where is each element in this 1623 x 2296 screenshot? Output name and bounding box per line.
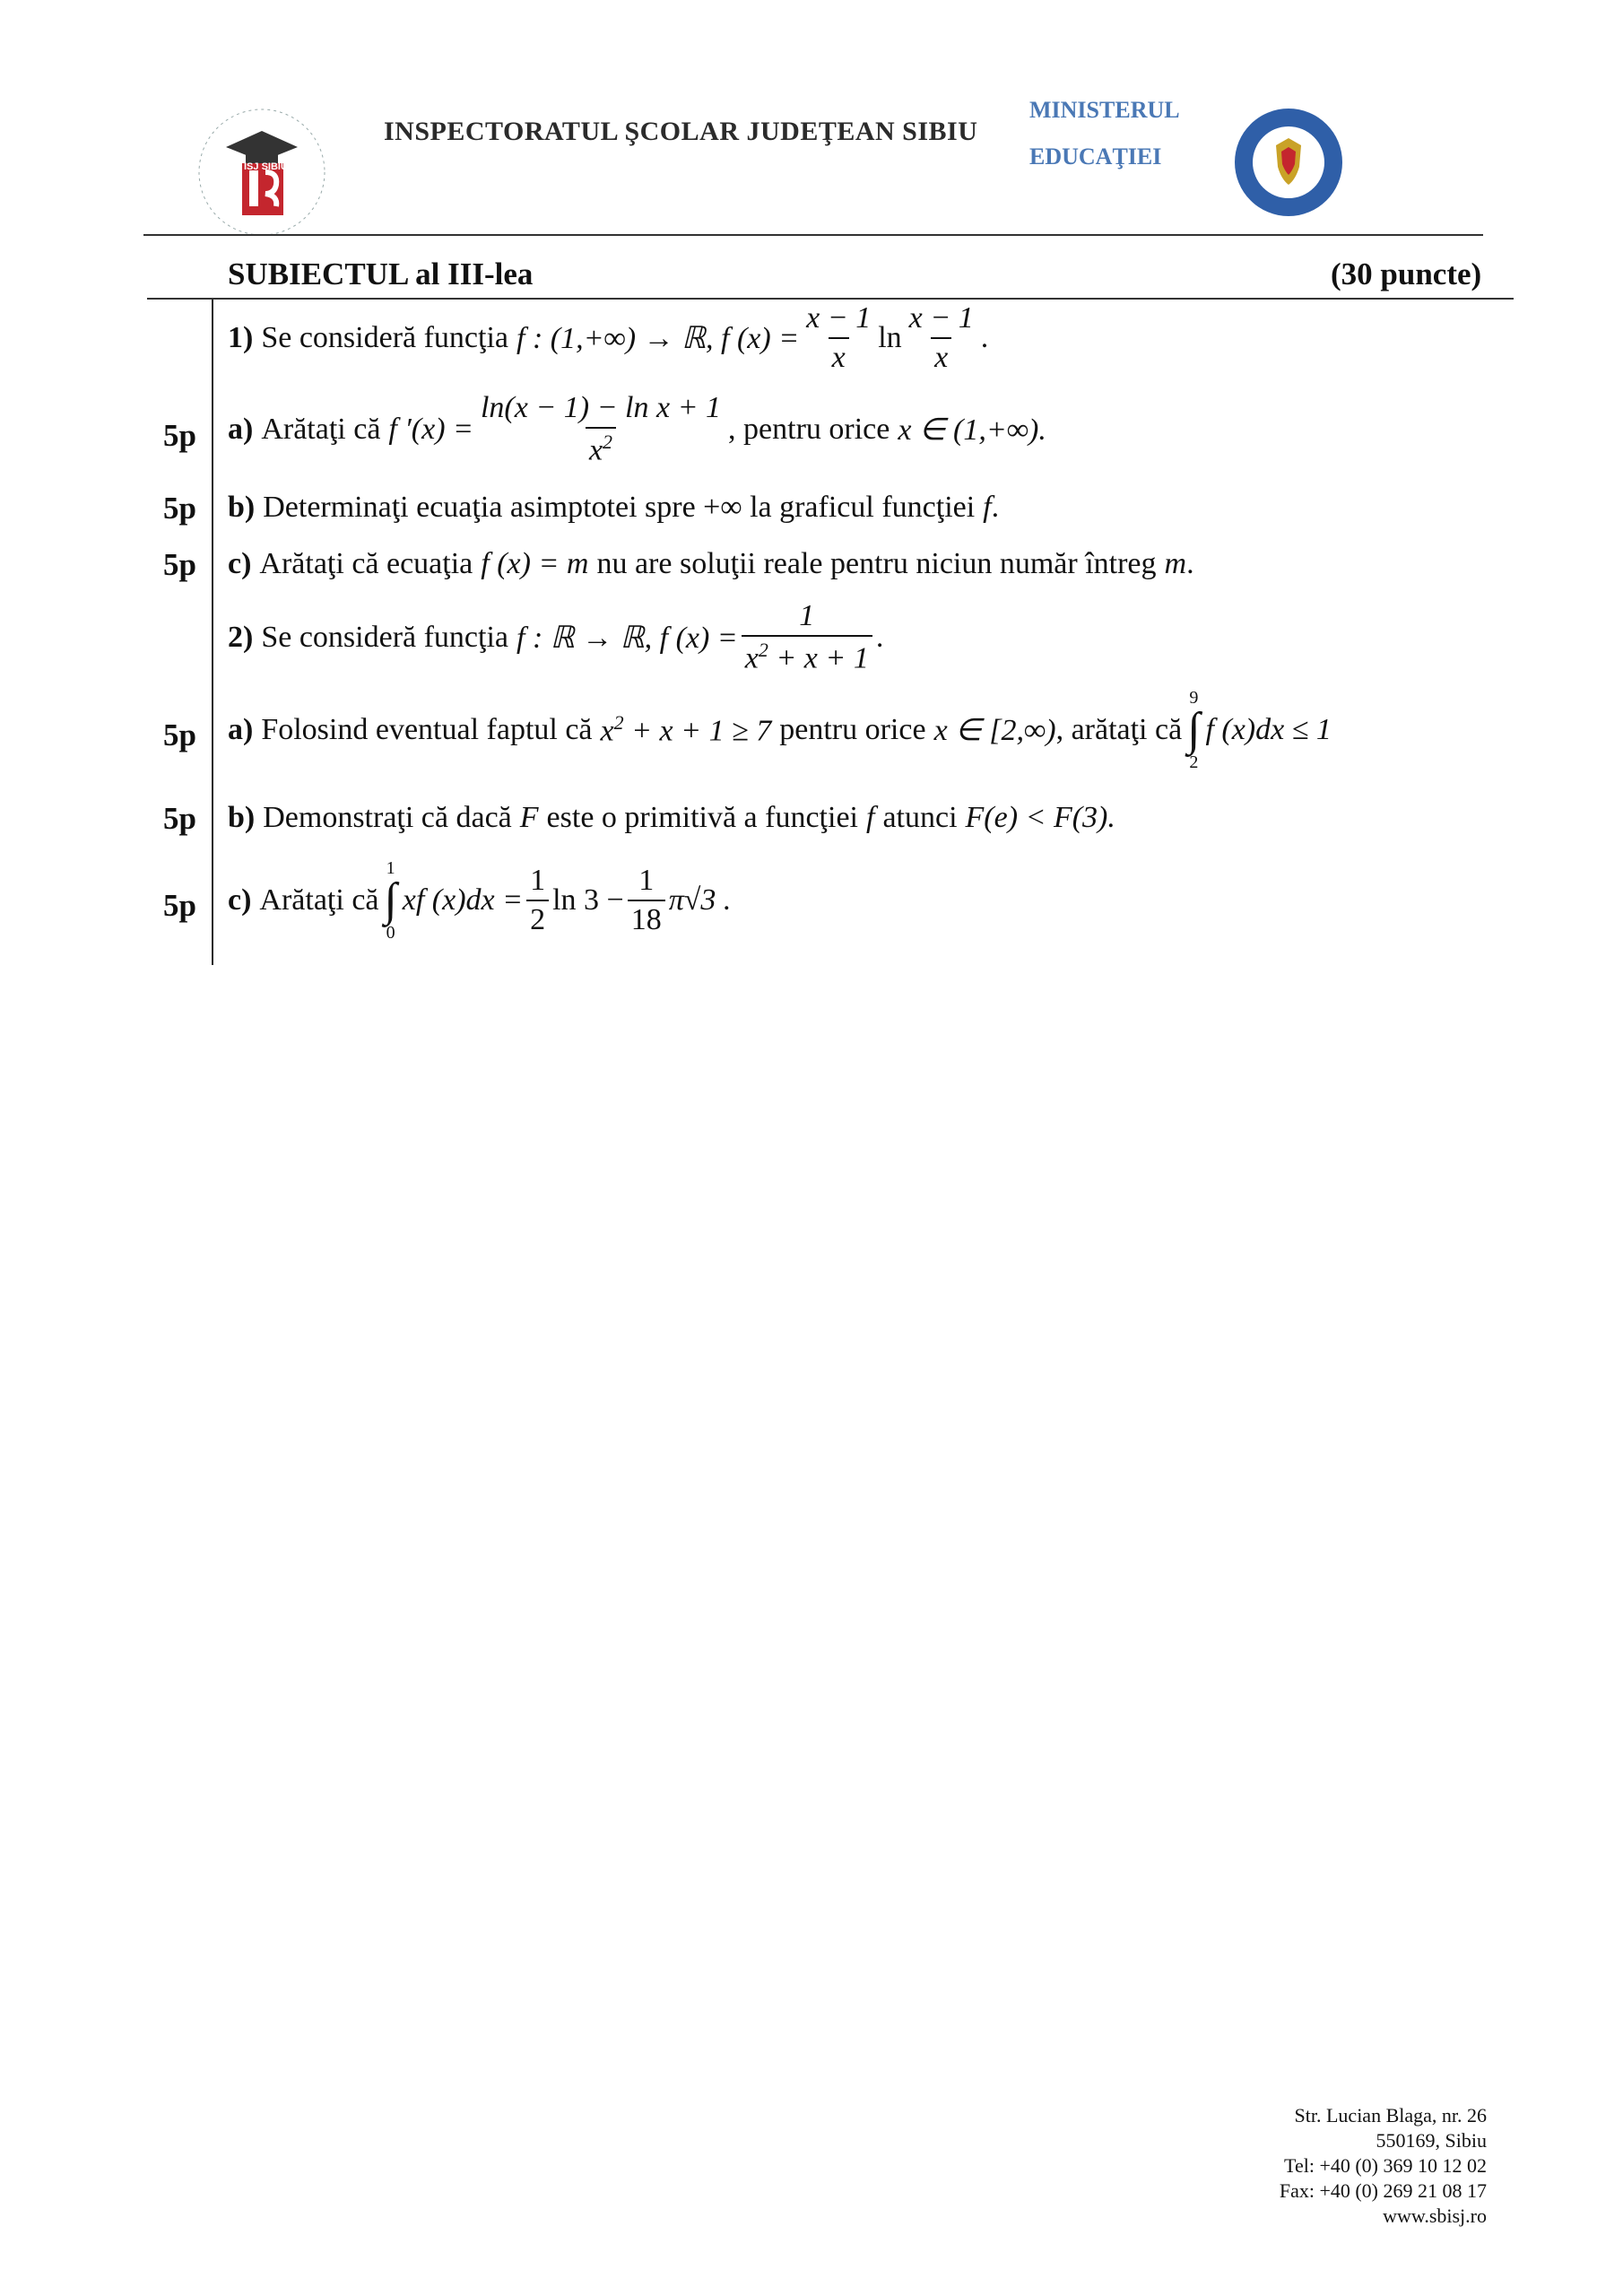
denominator-base: x — [744, 641, 759, 675]
ln-symbol: ln — [878, 321, 902, 354]
subject-points: (30 puncte) — [1331, 257, 1482, 291]
tail-2a: pentru orice — [779, 713, 926, 746]
inequality-base: x — [600, 714, 614, 748]
text-1a: Arătaţi că — [261, 412, 381, 446]
function-f: f — [865, 801, 875, 834]
points-1c: 5p — [163, 547, 196, 582]
problem-2-statement — [228, 599, 883, 675]
problem-1-number: 1) — [228, 321, 254, 354]
fraction-numerator: ln(x − 1) − ln x + 1 — [480, 391, 722, 424]
integrand-2a: f (x)dx ≤ 1 — [1205, 713, 1332, 746]
integral-upper-limit: 1 — [386, 858, 395, 878]
fraction-denominator: 2 — [526, 900, 549, 937]
label-1b: b) — [228, 491, 256, 524]
problem-2-lead: f : ℝ → ℝ, f (x) = — [516, 621, 738, 655]
ln3-term: ln 3 − — [552, 883, 624, 917]
period: . — [875, 620, 884, 654]
derivative-lhs: f ′(x) = — [388, 412, 473, 446]
denominator-base: x — [588, 433, 603, 467]
points-1b: 5p — [163, 491, 196, 526]
domain-1a: x ∈ (1,+∞). — [898, 413, 1046, 447]
variable-m: m — [1164, 547, 1187, 580]
fraction-one-half — [526, 864, 549, 937]
fraction-numerator: 1 — [799, 599, 815, 632]
fraction-denominator — [586, 427, 616, 467]
points-2c: 5p — [163, 888, 196, 923]
label-2b: b) — [228, 801, 256, 834]
period: . — [980, 321, 989, 354]
text-1c: Arătaţi că ecuaţia — [259, 547, 473, 580]
problem-1a — [228, 391, 1046, 467]
ministry-line-2: EDUCAŢIEI — [1029, 144, 1162, 170]
inequality-rest: + x + 1 ≥ 7 — [631, 714, 772, 748]
isj-logo-text: ISJ SIBIU — [244, 161, 288, 172]
integral-2c — [385, 859, 397, 942]
equation-1c: f (x) = m — [481, 547, 589, 580]
points-2b: 5p — [163, 801, 196, 836]
problem-2c — [228, 859, 731, 942]
problem-2-number: 2) — [228, 620, 254, 654]
tail-1a: , pentru orice — [728, 412, 890, 446]
government-seal-graphic — [1232, 106, 1345, 219]
fraction-numerator: 1 — [638, 864, 655, 897]
pi-sqrt3-term: π√3 . — [668, 883, 732, 917]
footer-fax: Fax: +40 (0) 269 21 08 17 — [1279, 2179, 1487, 2202]
denominator-exponent: 2 — [603, 430, 613, 453]
problem-2b — [228, 801, 1115, 835]
fraction-one-eighteenth — [628, 864, 665, 937]
tail2-2a: , arătaţi că — [1055, 713, 1183, 746]
period: . — [1186, 547, 1194, 580]
inequality-2b: F(e) < F(3). — [965, 801, 1115, 834]
fraction-denominator: 18 — [628, 900, 665, 937]
problem-1-intro: Se consideră funcţia — [261, 321, 508, 354]
integral-lower-limit: 2 — [1189, 752, 1199, 772]
label-2c: c) — [228, 883, 252, 917]
points-column-divider — [212, 300, 213, 965]
government-seal — [1232, 106, 1345, 219]
fraction-denominator — [742, 635, 872, 675]
problem-1-fraction-1 — [803, 301, 874, 375]
tail-1c: nu are soluţii reale pentru niciun număr întreg — [596, 547, 1157, 580]
text-2a: Folosind eventual faptul că — [261, 713, 593, 746]
integral-symbol: ∫ — [1187, 704, 1201, 755]
fraction-numerator: 1 — [530, 864, 546, 897]
problem-1-lead: f : (1,+∞) → ℝ, f (x) = — [516, 322, 800, 355]
footer-tel: Tel: +40 (0) 369 10 12 02 — [1284, 2154, 1487, 2177]
points-2a: 5p — [163, 718, 196, 752]
text-2c: Arătaţi că — [259, 883, 379, 917]
footer-address: Str. Lucian Blaga, nr. 26 — [1294, 2104, 1487, 2126]
domain-2a: x ∈ [2,∞) — [933, 714, 1056, 747]
fraction-denominator: x — [931, 337, 951, 375]
integral-symbol: ∫ — [384, 874, 397, 926]
fraction-denominator: x — [829, 337, 849, 375]
denominator-rest: + x + 1 — [776, 641, 869, 675]
mid-2b: este o primitivă a funcţiei — [546, 801, 858, 834]
label-1c: c) — [228, 547, 252, 580]
label-1a: a) — [228, 412, 254, 446]
integral-lower-limit: 0 — [386, 923, 395, 943]
problem-1-fraction-2 — [906, 301, 977, 375]
fraction-numerator: x − 1 — [908, 301, 974, 335]
label-2a: a) — [228, 713, 254, 746]
tail-2b: atunci — [882, 801, 958, 834]
derivative-fraction — [477, 391, 725, 467]
integral-upper-limit: 9 — [1189, 688, 1199, 708]
subject-divider — [147, 298, 1514, 300]
primitive-F: F — [519, 801, 539, 834]
inequality-exponent: 2 — [613, 711, 624, 735]
problem-1b — [228, 491, 999, 525]
problem-2a — [228, 689, 1332, 771]
integral-2a — [1187, 689, 1200, 771]
problem-1-statement — [228, 301, 988, 375]
denominator-exponent: 2 — [758, 639, 768, 661]
footer-website[interactable]: www.sbisj.ro — [1383, 2205, 1487, 2227]
institution-name: INSPECTORATUL ŞCOLAR JUDEŢEAN SIBIU — [384, 117, 978, 146]
integrand-2c: xf (x)dx = — [402, 883, 524, 917]
text-2b: Demonstraţi că dacă — [263, 801, 512, 834]
problem-2-fraction — [742, 599, 872, 675]
problem-1c — [228, 547, 1194, 581]
text-1b: Determinaţi ecuaţia asimptotei spre +∞ la graficul funcţiei — [263, 491, 976, 524]
fraction-numerator: x − 1 — [806, 301, 872, 335]
subject-title: SUBIECTUL al III-lea — [228, 257, 534, 291]
inequality-2a — [601, 711, 772, 748]
points-1a: 5p — [163, 418, 196, 453]
header-divider — [143, 234, 1483, 236]
period: . — [991, 491, 1000, 524]
isj-logo — [190, 100, 334, 244]
footer-city: 550169, Sibiu — [1376, 2129, 1487, 2152]
isj-logo-graphic — [190, 100, 334, 244]
function-f: f — [983, 491, 992, 524]
ministry-line-1: MINISTERUL — [1029, 97, 1180, 123]
problem-2-intro: Se consideră funcţia — [261, 620, 508, 654]
